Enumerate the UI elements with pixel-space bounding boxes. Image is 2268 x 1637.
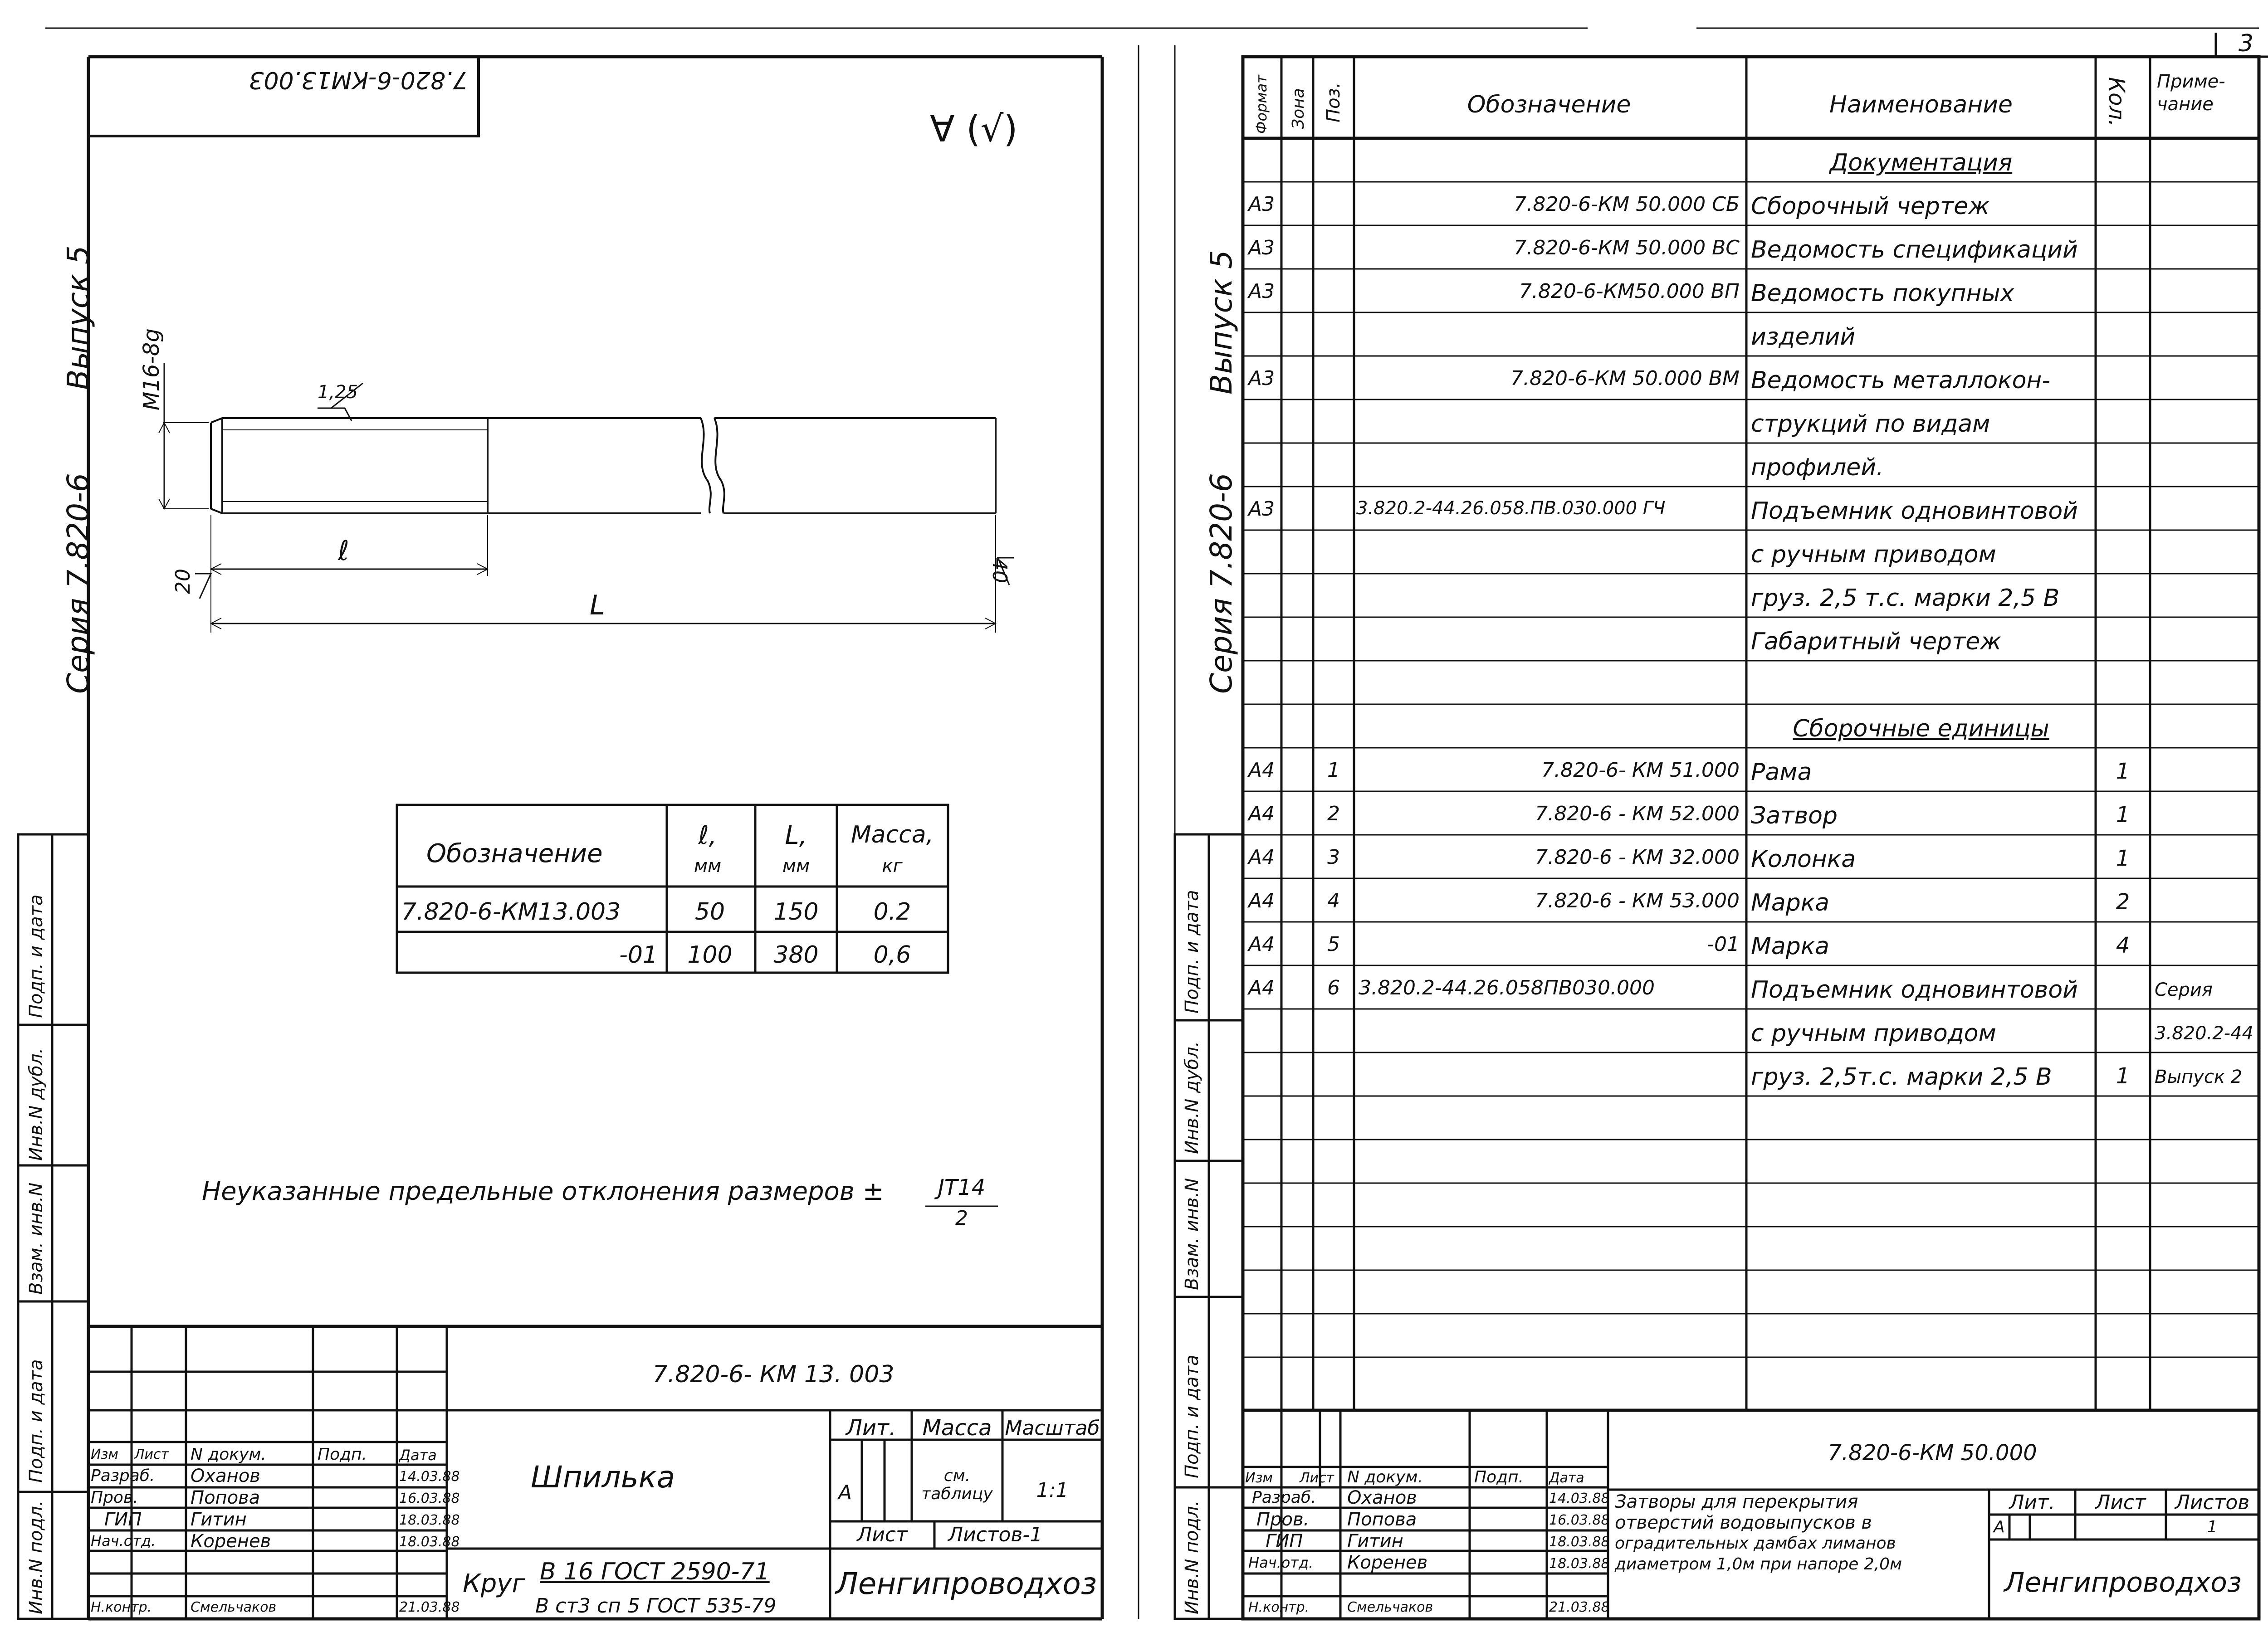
role-label: Нач.отд. (91, 1532, 156, 1549)
table-cell: 150 (773, 898, 819, 926)
doc-title-line: Затворы для перекрытия (1615, 1491, 1858, 1512)
spec-cell-name: струкций по видам (1751, 410, 1990, 438)
spec-cell-name: Подъемник одновинтовой (1751, 976, 2078, 1004)
sign-date: 21.03.88 (1549, 1599, 1610, 1615)
series-label: Серия 7.820-6 (61, 473, 96, 694)
spec-cell-designation: 7.820-6- КМ 51.000 (1541, 759, 1740, 782)
table-unit-l: мм (694, 856, 722, 877)
col-header: Подп. (1474, 1468, 1524, 1486)
table-header-mass: Масса, (850, 821, 934, 848)
sign-date: 18.03.88 (1549, 1534, 1610, 1550)
spec-cell-pos: 6 (1327, 976, 1340, 999)
role-label: ГИП (1266, 1531, 1303, 1552)
role-label: Н.контр. (91, 1599, 152, 1615)
spec-cell-format: А4 (1248, 976, 1275, 999)
lit-label: Лит. (2009, 1491, 2055, 1514)
role-label: Н.контр. (1248, 1599, 1310, 1615)
lit-value: А (1994, 1518, 2005, 1536)
col-header: Лист (134, 1447, 169, 1462)
sheet-label: Лист (857, 1523, 908, 1546)
spec-cell-note: Серия (2155, 979, 2213, 1000)
spec-cell-designation: -01 (1707, 933, 1740, 956)
spec-cell-pos: 5 (1327, 933, 1340, 956)
tolerance-note: Неуказанные предельные отклонения размеров ± (202, 1177, 884, 1206)
col-header: Дата (399, 1447, 437, 1464)
sheets-value: 1 (2207, 1518, 2218, 1536)
spec-cell-name: изделий (1751, 323, 1856, 351)
mass-label: Масса (922, 1415, 992, 1441)
series-label: Серия 7.820-6 (1204, 473, 1239, 694)
spec-cell-pos: 1 (1327, 759, 1340, 782)
spec-cell-name: профилей. (1751, 454, 1884, 481)
person-name: Коренев (191, 1531, 271, 1552)
sheets-label: Листов (2175, 1491, 2250, 1514)
col-header: Изм (1245, 1470, 1273, 1486)
issue-label: Выпуск 5 (1204, 250, 1239, 395)
spec-cell-name: Документация (1829, 149, 2013, 176)
tolerance-numerator: JT14 (938, 1175, 986, 1200)
material-bottom: В ст3 сп 5 ГОСТ 535-79 (535, 1594, 777, 1618)
doc-title-line: диаметром 1,0м при напоре 2,0м (1615, 1555, 1902, 1574)
spec-cell-format: А3 (1248, 367, 1275, 390)
sign-date: 18.03.88 (1549, 1556, 1610, 1572)
spec-cell-format: А3 (1248, 497, 1275, 521)
spec-cell-name: Ведомость металлокон- (1751, 367, 2051, 394)
header-quantity: Кол. (2104, 77, 2129, 127)
sign-date: 16.03.88 (399, 1491, 460, 1506)
header-format: Формат (1253, 75, 1270, 134)
title-designation: 7.820-6- КМ 13. 003 (652, 1361, 894, 1388)
side-label: Взам. инв.N (1182, 1178, 1202, 1290)
table-unit-mass: кг (882, 856, 903, 877)
scale-label: Масштаб (1005, 1417, 1100, 1440)
material-top: В 16 ГОСТ 2590-71 (540, 1558, 770, 1585)
organization: Ленгипроводхоз (836, 1566, 1097, 1601)
spec-cell-designation: 7.820-6-КМ 50.000 ВС (1514, 236, 1740, 259)
table-cell: 0,6 (873, 941, 911, 969)
mirrored-stamp: 7.820-6-КМ13.003 (249, 66, 468, 93)
spec-cell-format: А4 (1248, 759, 1275, 782)
spec-cell-name: Сборочные единицы (1793, 715, 2049, 742)
spec-cell-name: Марка (1751, 933, 1830, 960)
side-label: Подп. и дата (26, 894, 47, 1018)
spec-cell-name: Колонка (1751, 846, 1856, 873)
spec-cell-qty: 1 (2116, 759, 2130, 784)
spec-cell-designation: 7.820-6 - КМ 52.000 (1535, 802, 1740, 825)
spec-cell-name: Ведомость спецификаций (1751, 236, 2078, 263)
chamfer-label: 1,25 (318, 382, 358, 403)
table-cell: 7.820-6-КМ13.003 (401, 898, 621, 926)
sign-date: 18.03.88 (399, 1512, 460, 1528)
person-name: Попова (191, 1487, 260, 1508)
spec-cell-format: А3 (1248, 193, 1275, 216)
table-unit-L: мм (782, 856, 810, 877)
col-header: Изм (91, 1447, 119, 1462)
col-header: N докум. (191, 1445, 266, 1464)
role-label: ГИП (104, 1509, 142, 1530)
role-label: Разраб. (1252, 1488, 1316, 1507)
spec-cell-format: А4 (1248, 846, 1275, 869)
dimension-L: L (590, 590, 605, 621)
spec-cell-pos: 3 (1327, 846, 1340, 869)
angle-20-label: 20 (171, 569, 195, 594)
doc-title-line: отверстий водовыпусков в (1615, 1512, 1872, 1533)
role-label: Разраб. (91, 1466, 155, 1485)
spec-cell-designation: 7.820-6-КМ 50.000 СБ (1514, 193, 1740, 216)
header-name: Наименование (1829, 91, 2013, 118)
sheet-label: Лист (2095, 1491, 2146, 1514)
material-prefix: Круг (463, 1569, 525, 1598)
spec-cell-qty: 1 (2116, 1063, 2130, 1089)
organization: Ленгипроводхоз (2004, 1567, 2242, 1598)
table-header-designation: Обозначение (426, 839, 603, 868)
roughness-mark: ∀ (√) (930, 108, 1018, 150)
sign-date: 21.03.88 (399, 1599, 460, 1615)
table-cell: 0.2 (873, 898, 911, 926)
thread-label: М16-8g (139, 328, 164, 410)
title-designation: 7.820-6-КМ 50.000 (1828, 1440, 2037, 1466)
col-header: Подп. (318, 1445, 367, 1464)
role-label: Пров. (91, 1488, 138, 1507)
spec-cell-format: А4 (1248, 933, 1275, 956)
side-label: Подп. и дата (1182, 890, 1202, 1013)
col-header: Дата (1549, 1470, 1584, 1486)
spec-cell-designation: 7.820-6 - КМ 53.000 (1535, 889, 1740, 912)
side-label: Подп. и дата (1182, 1354, 1202, 1478)
spec-cell-name: Подъемник одновинтовой (1751, 497, 2078, 525)
spec-cell-format: А4 (1248, 889, 1275, 912)
side-label: Подп. и дата (26, 1359, 47, 1483)
spec-cell-name: груз. 2,5 т.с. марки 2,5 В (1751, 585, 2060, 612)
spec-cell-format: А3 (1248, 280, 1275, 303)
mass-value: см. таблицу (921, 1466, 993, 1503)
table-cell: 100 (687, 941, 733, 969)
spec-cell-format: А4 (1248, 802, 1275, 825)
table-cell: -01 (619, 941, 658, 969)
side-label: Взам. инв.N (26, 1182, 47, 1295)
spec-cell-designation: 7.820-6 - КМ 32.000 (1535, 846, 1740, 869)
side-label: Инв.N дубл. (1182, 1041, 1202, 1154)
side-label: Инв.N подл. (1182, 1500, 1202, 1614)
issue-label: Выпуск 5 (61, 245, 96, 390)
sign-date: 18.03.88 (399, 1534, 460, 1550)
spec-cell-note: 3.820.2-44 (2155, 1023, 2254, 1044)
person-name: Оханов (191, 1466, 260, 1486)
header-position: Поз. (1323, 82, 1344, 122)
spec-cell-designation: 7.820-6-КМ50.000 ВП (1519, 280, 1740, 303)
scale-value: 1:1 (1036, 1479, 1069, 1502)
sign-date: 14.03.88 (1549, 1491, 1610, 1506)
spec-cell-designation: 3.820.2-44.26.058.ПВ.030.000 ГЧ (1356, 498, 1666, 519)
spec-cell-qty: 1 (2116, 802, 2130, 828)
person-name: Смельчаков (191, 1599, 277, 1615)
spec-cell-name: груз. 2,5т.с. марки 2,5 В (1751, 1063, 2052, 1091)
sign-date: 14.03.88 (399, 1469, 460, 1485)
spec-cell-pos: 4 (1327, 889, 1340, 912)
header-note: Приме-чание (2157, 71, 2225, 115)
sheets-label: Листов-1 (948, 1523, 1043, 1546)
spec-cell-name: Сборочный чертеж (1751, 193, 1989, 220)
spec-cell-name: Марка (1751, 889, 1830, 916)
col-header: N докум. (1347, 1468, 1423, 1486)
spec-cell-name: Рама (1751, 759, 1812, 786)
sign-date: 16.03.88 (1549, 1512, 1610, 1528)
role-label: Нач.отд. (1248, 1554, 1314, 1571)
doc-title-line: оградительных дамбах лиманов (1615, 1534, 1896, 1553)
side-label: Инв.N дубл. (26, 1047, 47, 1161)
role-label: Пров. (1256, 1509, 1310, 1530)
spec-cell-name: Ведомость покупных (1751, 280, 2014, 307)
person-name: Гитин (1347, 1531, 1403, 1552)
person-name: Оханов (1347, 1487, 1417, 1508)
spec-cell-name: Габаритный чертеж (1751, 628, 2002, 655)
header-zone: Зона (1289, 88, 1308, 129)
person-name: Попова (1347, 1509, 1417, 1530)
person-name: Коренев (1347, 1552, 1428, 1573)
spec-cell-designation: 7.820-6-КМ 50.000 ВМ (1510, 367, 1740, 390)
spec-cell-format: А3 (1248, 236, 1275, 259)
spec-cell-name: с ручным приводом (1751, 541, 1996, 568)
table-header-l: ℓ, (698, 821, 717, 850)
sheet-number: 3 (2239, 30, 2254, 57)
spec-cell-note: Выпуск 2 (2155, 1067, 2243, 1087)
header-designation: Обозначение (1467, 91, 1631, 118)
dimension-l: ℓ (338, 535, 349, 567)
person-name: Гитин (191, 1509, 247, 1530)
tolerance-denominator: 2 (955, 1207, 968, 1230)
table-cell: 50 (694, 898, 725, 926)
col-header: Лист (1300, 1470, 1334, 1486)
spec-cell-qty: 1 (2116, 846, 2130, 871)
spec-cell-name: Затвор (1751, 802, 1838, 829)
person-name: Смельчаков (1347, 1599, 1433, 1615)
lit-label: Лит. (846, 1415, 896, 1441)
spec-cell-name: с ручным приводом (1751, 1020, 1996, 1047)
lit-value: А (838, 1481, 852, 1504)
spec-cell-designation: 3.820.2-44.26.058ПВ030.000 (1359, 976, 1655, 999)
table-cell: 380 (773, 941, 819, 969)
angle-40-label: 40 (988, 558, 1011, 583)
spec-cell-qty: 4 (2116, 933, 2130, 958)
table-header-L: L, (785, 821, 807, 850)
spec-cell-pos: 2 (1327, 802, 1340, 825)
part-name: Шпилька (531, 1460, 675, 1495)
side-label: Инв.N подл. (26, 1500, 47, 1614)
spec-cell-qty: 2 (2116, 889, 2130, 915)
